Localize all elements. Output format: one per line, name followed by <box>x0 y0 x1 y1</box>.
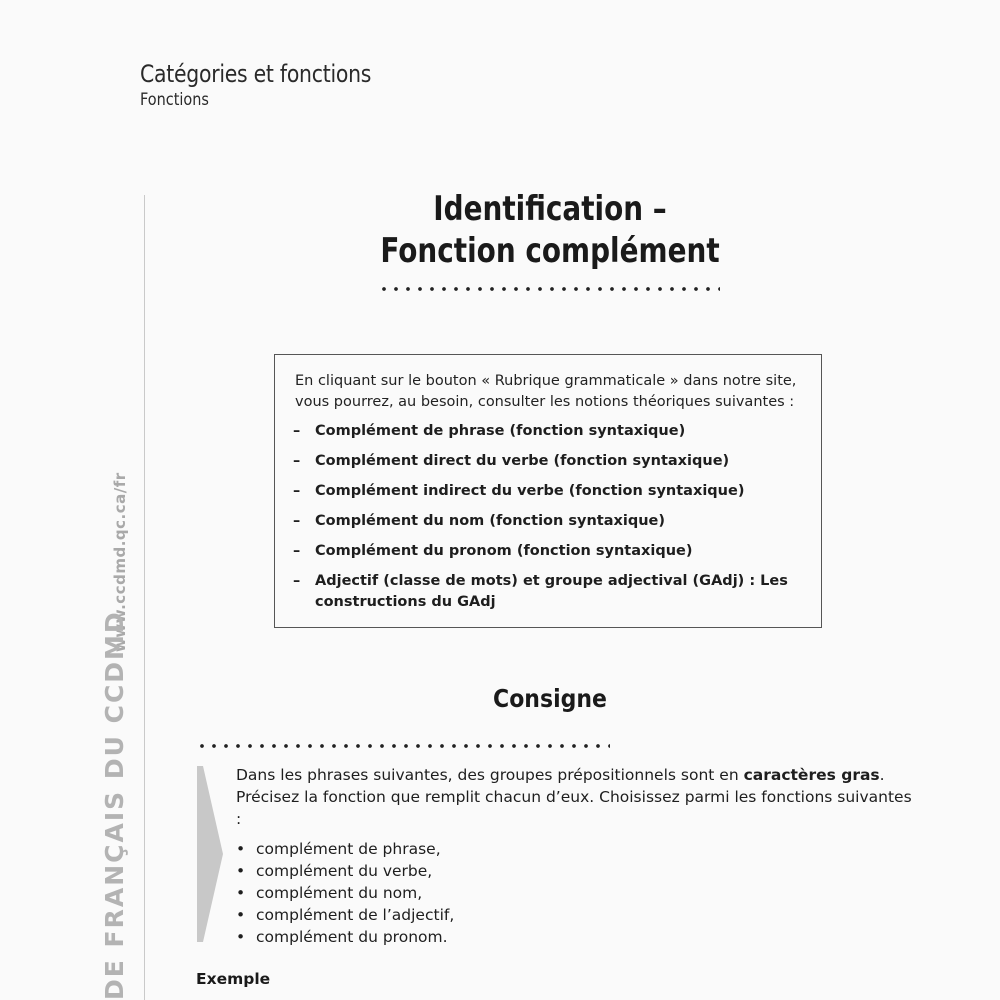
notion-item <box>293 571 813 613</box>
notion-text: Adjectif (classe de mots) et groupe adjectival (GAdj) : Les constructions du GAdj <box>315 573 788 610</box>
dash-marker: – <box>293 573 301 589</box>
fonction-item: • complément du pronom. <box>236 926 454 948</box>
notion-text: Complément de phrase (fonction syntaxique) <box>315 423 686 439</box>
category-title: Catégories et fonctions <box>140 60 372 88</box>
notions-box <box>274 354 822 628</box>
notion-item <box>293 511 813 532</box>
notion-text: Complément direct du verbe (fonction syntaxique) <box>315 453 730 469</box>
notion-item <box>293 541 813 562</box>
title-dotted-rule <box>378 286 720 292</box>
instruction-text-end: . Précisez la fonction que remplit chacun d’eux. Choisissez parmi les fonctions suivantes : <box>236 766 912 828</box>
instruction-bold: caractères gras <box>743 766 880 784</box>
dash-marker: – <box>293 483 301 499</box>
dash-marker: – <box>293 423 301 439</box>
side-divider <box>144 195 145 1000</box>
title-line-2: Fonction complément <box>380 231 720 271</box>
title-line-1: Identification – <box>433 189 667 229</box>
fonction-item: • complément de l’adjectif, <box>236 904 454 926</box>
dash-marker: – <box>293 453 301 469</box>
fonction-item: • complément de phrase, <box>236 838 454 860</box>
consigne-heading: Consigne <box>493 684 607 713</box>
side-url-text: www.ccdmd.qc.ca/fr <box>111 472 129 652</box>
exemple-label: Exemple <box>196 970 271 988</box>
page-header <box>140 60 412 110</box>
notion-item <box>293 451 813 472</box>
dash-marker: – <box>293 543 301 559</box>
notions-list <box>293 421 813 622</box>
page-title <box>300 188 800 272</box>
notion-item <box>293 481 813 502</box>
fonctions-list <box>236 838 454 948</box>
consigne-instruction <box>236 764 916 830</box>
notion-text: Complément indirect du verbe (fonction syntaxique) <box>315 483 745 499</box>
consigne-dotted-rule <box>196 743 610 749</box>
chevron-right-icon <box>197 766 225 942</box>
notion-text: Complément du nom (fonction syntaxique) <box>315 513 665 529</box>
notions-intro: En cliquant sur le bouton « Rubrique grammaticale » dans notre site, vous pourrez, au besoin, consulter les notions théoriques suivantes : <box>295 373 797 410</box>
fonction-item: • complément du nom, <box>236 882 454 904</box>
fonction-item: • complément du verbe, <box>236 860 454 882</box>
notion-text: Complément du pronom (fonction syntaxique) <box>315 543 693 559</box>
instruction-text: Dans les phrases suivantes, des groupes prépositionnels sont en <box>236 766 744 784</box>
notion-item <box>293 421 813 442</box>
dash-marker: – <box>293 513 301 529</box>
side-brand-text: DE FRANÇAIS DU CCDMD <box>100 610 129 1000</box>
subcategory-title: Fonctions <box>140 90 209 110</box>
